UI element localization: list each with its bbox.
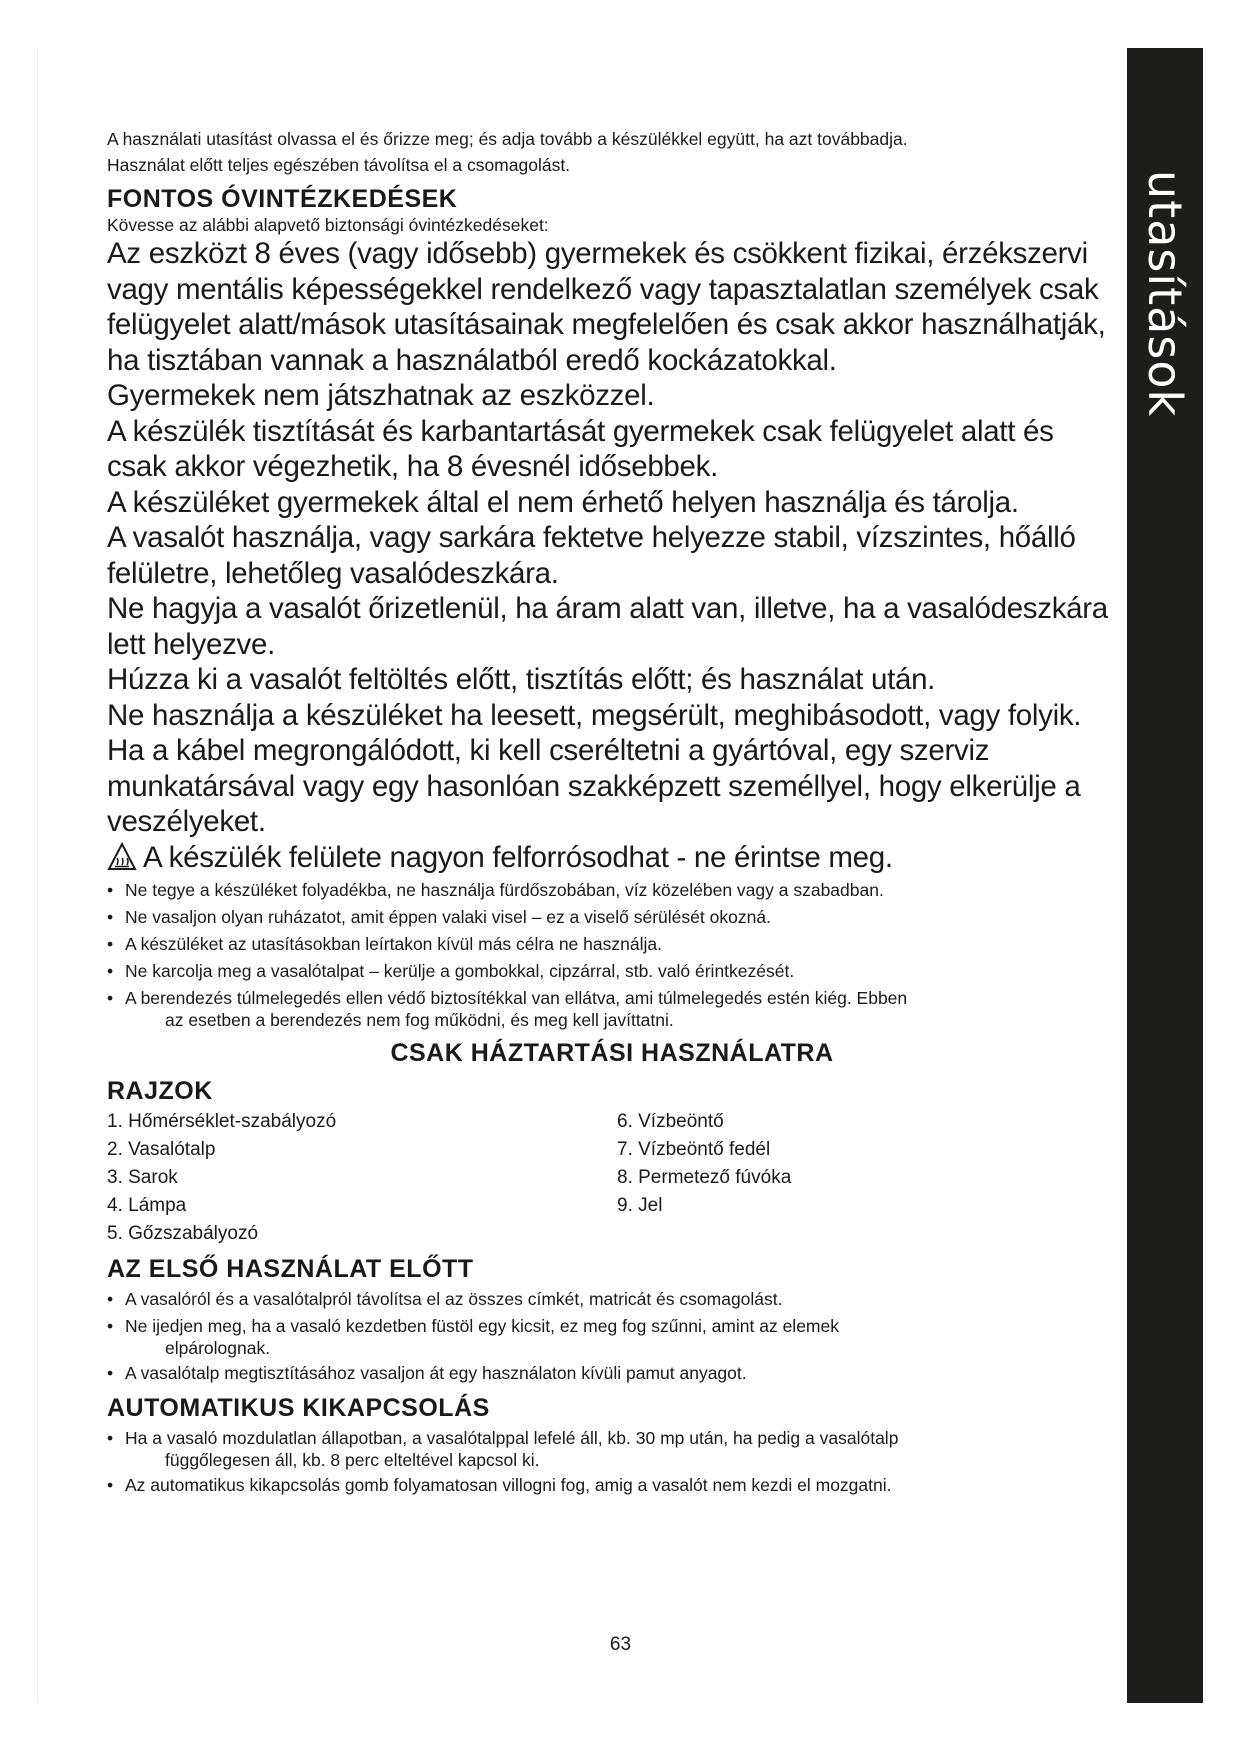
safety-paragraph: Ha a kábel megrongálódott, ki kell cseréltetni a gyártóval, egy szerviz munkatársával vagy egy hasonlóan szakképzett személlyel, hogy elkerülje a veszélyeket. — [107, 734, 1081, 838]
safety-main-text — [107, 236, 1117, 875]
safety-paragraph: A vasalót használja, vagy sarkára fektetve helyezze stabil, vízszintes, hőálló felületre, lehetőleg vasalódeszkára. — [107, 521, 1076, 590]
page-number: 63 — [609, 1634, 632, 1655]
part-item: 9. Jel — [617, 1195, 663, 1216]
first-use-list — [107, 1286, 1117, 1387]
safety-paragraph: A készüléket gyermekek által el nem érhető helyen használja és tárolja. — [107, 485, 1019, 519]
safety-subline: Kövesse az alábbi alapvető biztonsági óvintézkedéseket: — [107, 215, 549, 235]
part-item: 7. Vízbeöntő fedél — [617, 1139, 771, 1160]
household-use-heading: CSAK HÁZTARTÁSI HASZNÁLATRA — [390, 1039, 834, 1067]
drawings-heading: RAJZOK — [107, 1077, 213, 1105]
intro — [107, 126, 1117, 178]
list-item: • Ne tegye a készüléket folyadékba, ne használja fürdőszobában, víz közelében vagy a szabadban. — [107, 880, 884, 900]
list-item: • Ne vasaljon olyan ruházatot, amit éppen valaki visel – ez a viselő sérülését okozná. — [107, 907, 771, 927]
page-border — [37, 48, 38, 1703]
hot-surface-warning-icon — [107, 842, 137, 872]
parts-list-right — [617, 1108, 791, 1248]
list-item: • A vasalótalp megtisztításához vasaljon át egy használaton kívüli pamut anyagot. — [107, 1363, 747, 1383]
parts-list-left — [107, 1108, 617, 1248]
part-item: 1. Hőmérséklet-szabályozó — [107, 1111, 337, 1132]
safety-paragraph: Húzza ki a vasalót feltöltés előtt, tisztítás előtt; és használat után. — [107, 663, 936, 696]
page-content — [107, 126, 1117, 1499]
safety-paragraph: Ne használja a készüléket ha leesett, megsérült, meghibásodott, vagy folyik. — [107, 698, 1082, 732]
part-item: 6. Vízbeöntő — [617, 1111, 724, 1132]
hot-surface-warning — [107, 840, 1117, 876]
side-tab-label: utasítások — [1138, 170, 1192, 418]
safety-paragraph: Gyermekek nem játszhatnak az eszközzel. — [107, 379, 655, 412]
intro-line: A használati utasítást olvassa el és őrizze meg; és adja tovább a készülékkel együtt, ha azt továbbadja. — [107, 129, 908, 149]
list-item: • A készüléket az utasításokban leírtakon kívül más célra ne használja. — [107, 934, 662, 954]
part-item: 8. Permetező fúvóka — [617, 1167, 792, 1188]
parts-list — [107, 1108, 1117, 1248]
warning-text: A készülék felülete nagyon felforrósodhat - ne érintse meg. — [143, 840, 893, 874]
list-item: • Ne karcolja meg a vasalótalpat – kerülje a gombokkal, cipzárral, stb. való érintkezését. — [107, 961, 795, 981]
side-tab — [1127, 48, 1203, 1703]
part-item: 5. Gőzszabályozó — [107, 1223, 259, 1244]
first-use-heading: AZ ELSŐ HASZNÁLAT ELŐTT — [107, 1255, 474, 1283]
auto-off-list — [107, 1425, 1117, 1499]
part-item: 3. Sarok — [107, 1167, 178, 1188]
list-item: • Ne ijedjen meg, ha a vasaló kezdetben füstöl egy kicsit, ez meg fog szűnni, amint az elemek elpárolognak. — [107, 1316, 839, 1358]
auto-off-heading: AUTOMATIKUS KIKAPCSOLÁS — [107, 1394, 490, 1422]
safety-paragraph: A készülék tisztítását és karbantartását gyermekek csak felügyelet alatt és csak akkor végezhetik, ha 8 évesnél idősebbek. — [107, 414, 1054, 483]
safety-bullet-list — [107, 877, 1117, 1032]
list-item: • A vasalóról és a vasalótalpról távolítsa el az összes címkét, matricát és csomagolást. — [107, 1289, 783, 1309]
safety-paragraph: Ne hagyja a vasalót őrizetlenül, ha áram alatt van, illetve, ha a vasalódeszkára lett helyezve. — [107, 592, 1108, 661]
list-item: • A berendezés túlmelegedés ellen védő biztosítékkal van ellátva, ami túlmelegedés estén kiég. Ebben az esetben a berendezés nem fog működni, és meg kell javíttatni. — [107, 988, 908, 1030]
safety-heading: FONTOS ÓVINTÉZKEDÉSEK — [107, 185, 458, 213]
list-item: • Az automatikus kikapcsolás gomb folyamatosan villogni fog, amig a vasalót nem kezdi el mozgatni. — [107, 1475, 892, 1495]
part-item: 4. Lámpa — [107, 1195, 187, 1216]
part-item: 2. Vasalótalp — [107, 1139, 216, 1160]
intro-line: Használat előtt teljes egészében távolítsa el a csomagolást. — [107, 155, 571, 175]
list-item: • Ha a vasaló mozdulatlan állapotban, a vasalótalppal lefelé áll, kb. 30 mp után, ha pedig a vasalótalp függőlegesen áll, kb. 8 perc elteltével kapcsol ki. — [107, 1428, 899, 1470]
safety-paragraph: Az eszközt 8 éves (vagy idősebb) gyermekek és csökkent fizikai, érzékszervi vagy mentális képességekkel rendelkező vagy tapasztalatlan személyek csak felügyelet alatt/mások utasításainak megfelelően és csak akkor használhatják, ha tisztában vannak a használatból eredő kockázatokkal. — [107, 237, 1106, 377]
